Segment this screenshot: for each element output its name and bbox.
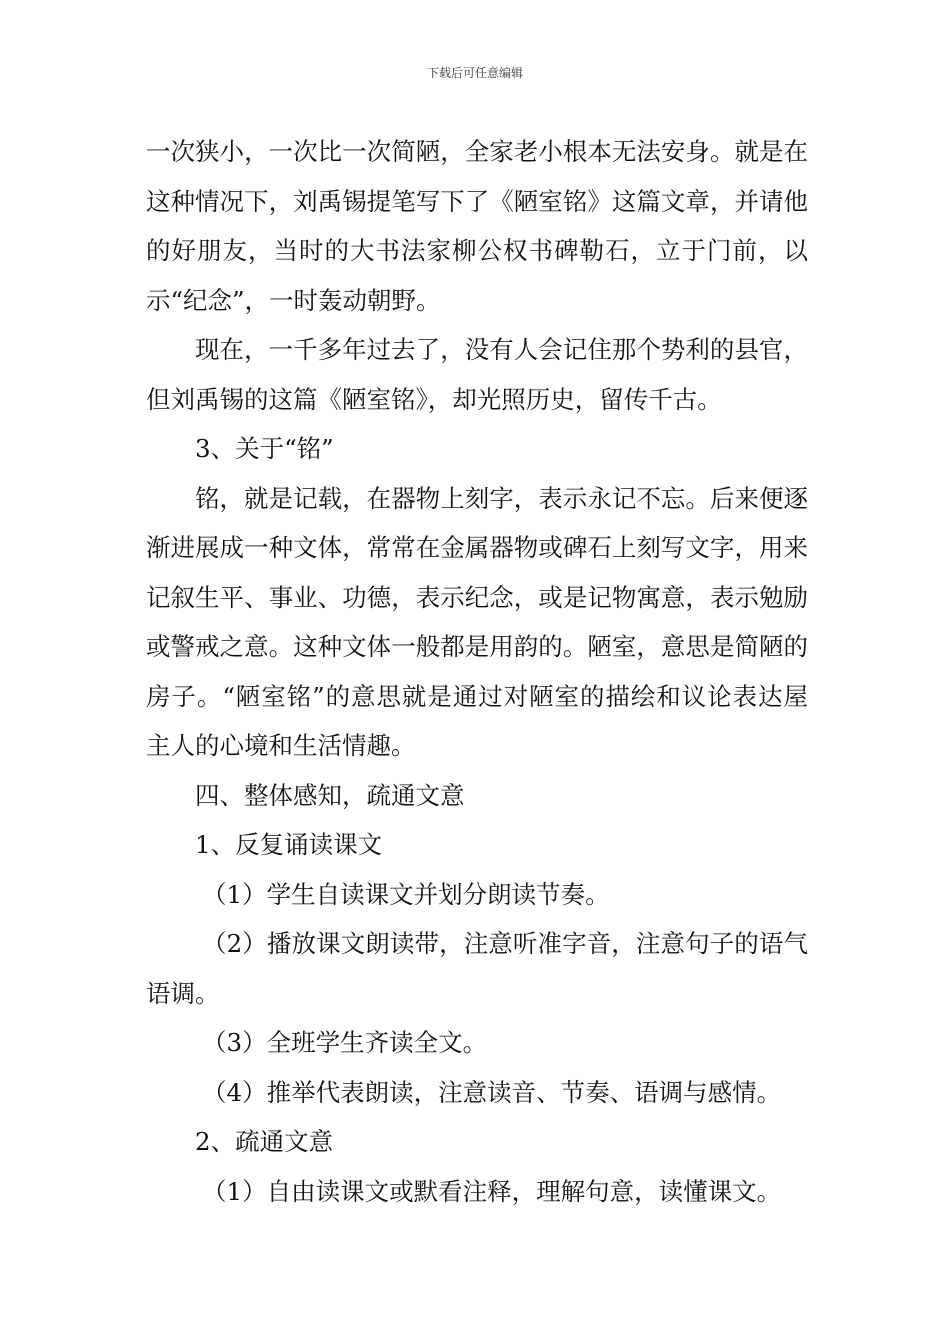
heading-repeat-reading: 1、反复诵读课文 (195, 830, 383, 859)
paragraph-continuation: 一次狭小，一次比一次简陋，全家老小根本无法安身。就是在这种情况下，刘禹锡提笔写下了《陋室铭》这篇文章，并请他的好朋友，当时的大书法家柳公权书碑勒石，立于门前，以示“纪念”，一时轰动朝野。 (146, 137, 808, 315)
list-item-self-reading: （1）学生自读课文并划分朗读节奏。 (202, 879, 610, 909)
document-body (146, 127, 808, 1216)
list-item-play-recording: （2）播放课文朗读带，注意听准字音，注意句子的语气语调。 (146, 929, 808, 1008)
paragraph-ming-definition: 铭，就是记载，在器物上刻字，表示永记不忘。后来便逐渐进展成一种文体，常常在金属器物或碑石上刻写文字，用来记叙生平、事业、功德，表示纪念，或是记物寓意，表示勉励或警戒之意。这种文体一般都是用韵的。陋室，意思是简陋的房子。“陋室铭”的意思就是通过对陋室的描绘和议论表达屋主人的心境和生活情趣。 (146, 483, 808, 760)
section-heading-overall: 四、整体感知，疏通文意 (195, 780, 465, 810)
paragraph-now: 现在，一千多年过去了，没有人会记住那个势利的县官，但刘禹锡的这篇《陋室铭》，却光照历史，留传千古。 (146, 335, 808, 414)
heading-about-ming: 3、关于“铭” (195, 434, 334, 463)
heading-understand-text: 2、疏通文意 (195, 1127, 334, 1156)
list-item-class-reading: （3）全班学生齐读全文。 (202, 1028, 488, 1057)
page-header: 下载后可任意编辑 (426, 66, 523, 80)
list-item-representative-reading: （4）推举代表朗读，注意读音、节奏、语调与感情。 (202, 1077, 782, 1107)
list-item-free-reading: （1）自由读课文或默看注释，理解句意，读懂课文。 (202, 1176, 782, 1206)
